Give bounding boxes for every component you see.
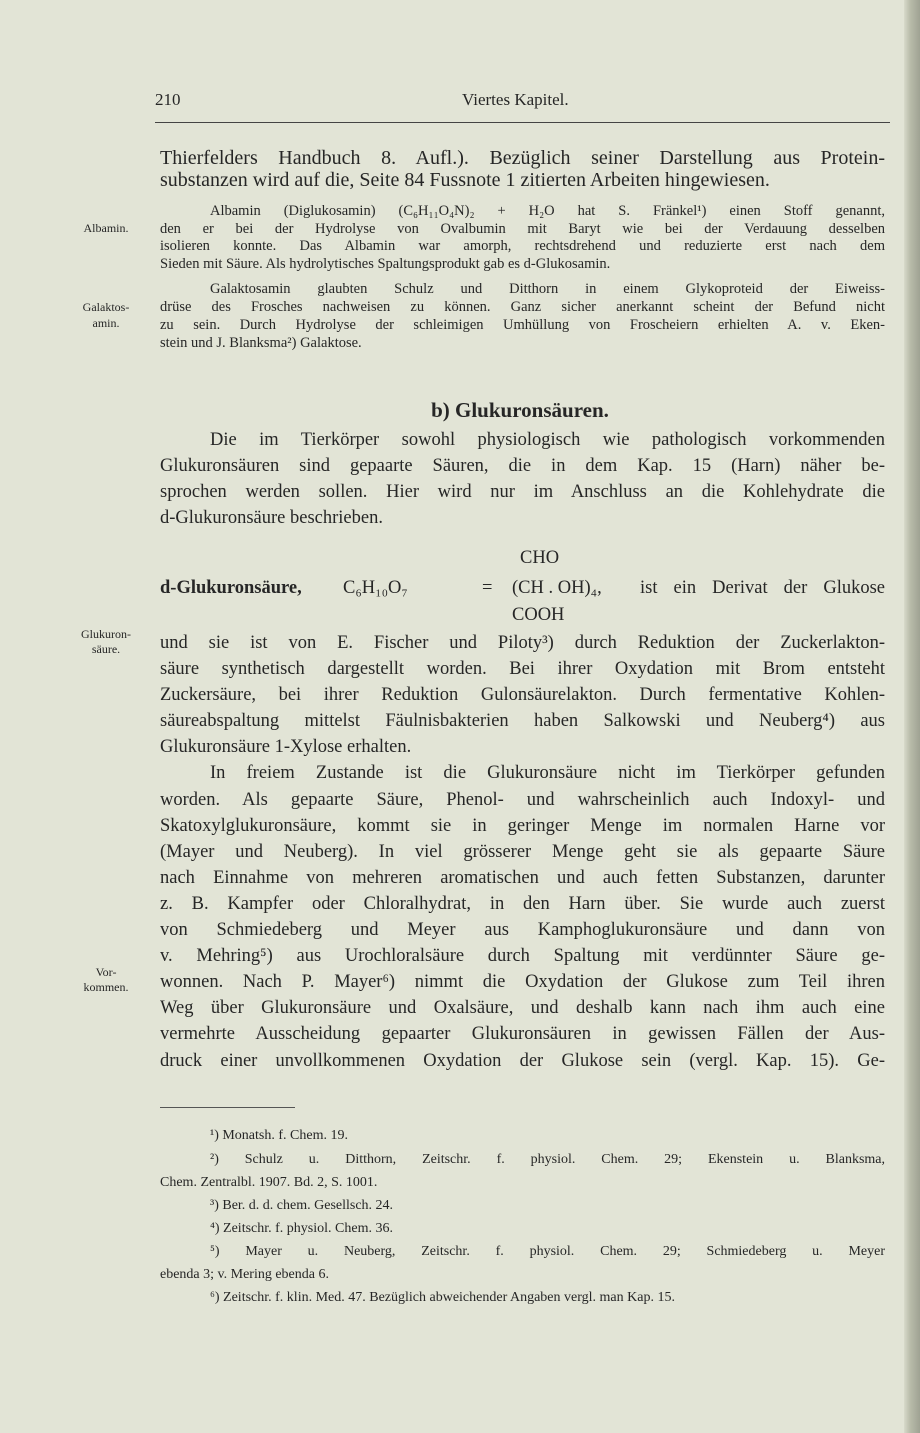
galaktosamin-line: drüse des Frosches nachweisen zu können. Ganz sicher anerkannt scheint der Befund nicht	[160, 298, 885, 315]
running-title: Viertes Kapitel.	[462, 90, 569, 109]
body-line: worden. Als gepaarte Säure, Phenol- und wahrscheinlich auch Indoxyl- und	[160, 789, 885, 810]
section-intro-line: sprochen werden sollen. Hier wird nur im Anschluss an die Kohlehydrate die	[160, 482, 885, 502]
formula-bottom: COOH	[512, 605, 565, 625]
body-line: (Mayer und Neuberg). In viel grösserer Menge geht sie als gepaarte Säure	[160, 841, 885, 862]
albamin-line: Sieden mit Säure. Als hydrolytisches Spaltungsprodukt gab es d-Glukosamin.	[160, 255, 611, 272]
body-line: nach Einnahme von mehreren aromatischen und auch fetten Substanzen, darunter	[160, 867, 885, 888]
footnotes-line: Chem. Zentralbl. 1907. Bd. 2, S. 1001.	[160, 1174, 378, 1190]
formula-equals: =	[482, 578, 493, 598]
margin-note-galaktosamin-1: Galaktos-	[82, 300, 130, 314]
formula-compound-name: d-Glukuronsäure,	[160, 578, 302, 598]
margin-note-glukuron-2: säure.	[91, 642, 121, 656]
margin-note-galaktosamin-2: amin.	[92, 316, 120, 330]
body-line: z. B. Kampfer oder Chloralhydrat, in den Harn über. Sie wurde auch zuerst	[160, 893, 885, 914]
body-line: Zuckersäure, bei ihrer Reduktion Gulonsäurelakton. Durch fermentative Kohlen-	[160, 685, 885, 706]
body-line: säure synthetisch dargestellt worden. Bei ihrer Oxydation mit Brom entsteht	[160, 659, 885, 680]
intro-line: Thierfelders Handbuch 8. Aufl.). Bezüglich seiner Darstellung aus Protein-	[160, 146, 885, 169]
footnotes-line: ¹) Monatsh. f. Chem. 19.	[210, 1128, 348, 1144]
footnote-rule	[160, 1107, 295, 1108]
footnotes-line: ebenda 3; v. Mering ebenda 6.	[160, 1267, 329, 1283]
footnotes-line: ⁵) Mayer u. Neuberg, Zeitschr. f. physiol. Chem. 29; Schmiedeberg u. Meyer	[210, 1243, 885, 1259]
body-line: Weg über Glukuronsäure und Oxalsäure, und deshalb kann nach ihm auch eine	[160, 998, 885, 1019]
galaktosamin-line: Galaktosamin glaubten Schulz und Ditthorn in einem Glykoproteid der Eiweiss-	[210, 281, 885, 298]
body-line: von Schmiedeberg und Meyer aus Kamphoglukuronsäure und dann von	[160, 920, 885, 941]
albamin-line: Albamin (Diglukosamin) (C₆H₁₁O₄N)₂ + H₂O hat S. Fränkel¹) einen Stoff genannt,	[210, 203, 885, 220]
body-line: wonnen. Nach P. Mayer⁶) nimmt die Oxydation der Glukose zum Teil ihren	[160, 972, 885, 993]
page-edge	[904, 0, 920, 1433]
body-line: In freiem Zustande ist die Glukuronsäure nicht im Tierkörper gefunden	[210, 763, 885, 784]
page-number: 210	[155, 90, 181, 109]
margin-note-glukuron-1: Glukuron-	[81, 627, 131, 641]
footnotes-line: ⁶) Zeitschr. f. klin. Med. 47. Bezüglich abweichender Angaben vergl. man Kap. 15.	[210, 1290, 675, 1306]
header-rule	[155, 122, 890, 123]
body-line: und sie ist von E. Fischer und Piloty³) durch Reduktion der Zuckerlakton-	[160, 632, 885, 653]
margin-note-albamin: Albamin.	[83, 221, 129, 235]
section-intro-line: Glukuronsäuren sind gepaarte Säuren, die in dem Kap. 15 (Harn) näher be-	[160, 456, 885, 476]
margin-note-vorkommen-1: Vor-	[95, 965, 117, 979]
galaktosamin-line: zu sein. Durch Hydrolyse der schleimigen Umhüllung von Froscheiern erhielten A. v. Eken-	[160, 316, 885, 333]
margin-note-vorkommen-2: kommen.	[83, 980, 129, 994]
footnotes-line: ⁴) Zeitschr. f. physiol. Chem. 36.	[210, 1220, 393, 1236]
body-line: druck einer unvollkommenen Oxydation der Glukose sein (vergl. Kap. 15). Ge-	[160, 1050, 885, 1071]
section-heading: b) Glukuronsäuren.	[431, 398, 609, 422]
body-line: vermehrte Ausscheidung gepaarter Glukuronsäuren in gewissen Fällen der Aus-	[160, 1024, 885, 1045]
intro-line: substanzen wird auf die, Seite 84 Fussnote 1 zitierten Arbeiten hingewiesen.	[160, 169, 770, 192]
formula-middle: (CH . OH)₄,	[512, 578, 602, 598]
body-line: säureabspaltung mittelst Fäulnisbakterien haben Salkowski und Neuberg⁴) aus	[160, 711, 885, 732]
galaktosamin-line: stein und J. Blanksma²) Galaktose.	[160, 334, 362, 351]
albamin-line: den er bei der Hydrolyse von Ovalbumin mit Baryt wie bei der Verdauung desselben	[160, 220, 885, 237]
albamin-line: isolieren konnte. Das Albamin war amorph, rechtsdrehend und reduzierte erst nach dem	[160, 238, 885, 255]
formula-rest: ist ein Derivat der Glukose	[640, 578, 885, 598]
footnotes-line: ³) Ber. d. d. chem. Gesellsch. 24.	[210, 1197, 394, 1213]
formula-sum: C₆H₁₀O₇	[343, 578, 408, 598]
body-line: v. Mehring⁵) aus Urochloralsäure durch Spaltung mit verdünnter Säure ge-	[160, 946, 885, 967]
body-line: Glukuronsäure 1-Xylose erhalten.	[160, 737, 412, 758]
body-line: Skatoxylglukuronsäure, kommt sie in geringer Menge im normalen Harne vor	[160, 815, 885, 836]
formula-top: CHO	[520, 548, 560, 568]
footnotes-line: ²) Schulz u. Ditthorn, Zeitschr. f. physiol. Chem. 29; Ekenstein u. Blanksma,	[210, 1151, 885, 1167]
section-intro-line: d-Glukuronsäure beschrieben.	[160, 508, 383, 528]
section-intro-line: Die im Tierkörper sowohl physiologisch wie pathologisch vorkommenden	[210, 430, 885, 450]
